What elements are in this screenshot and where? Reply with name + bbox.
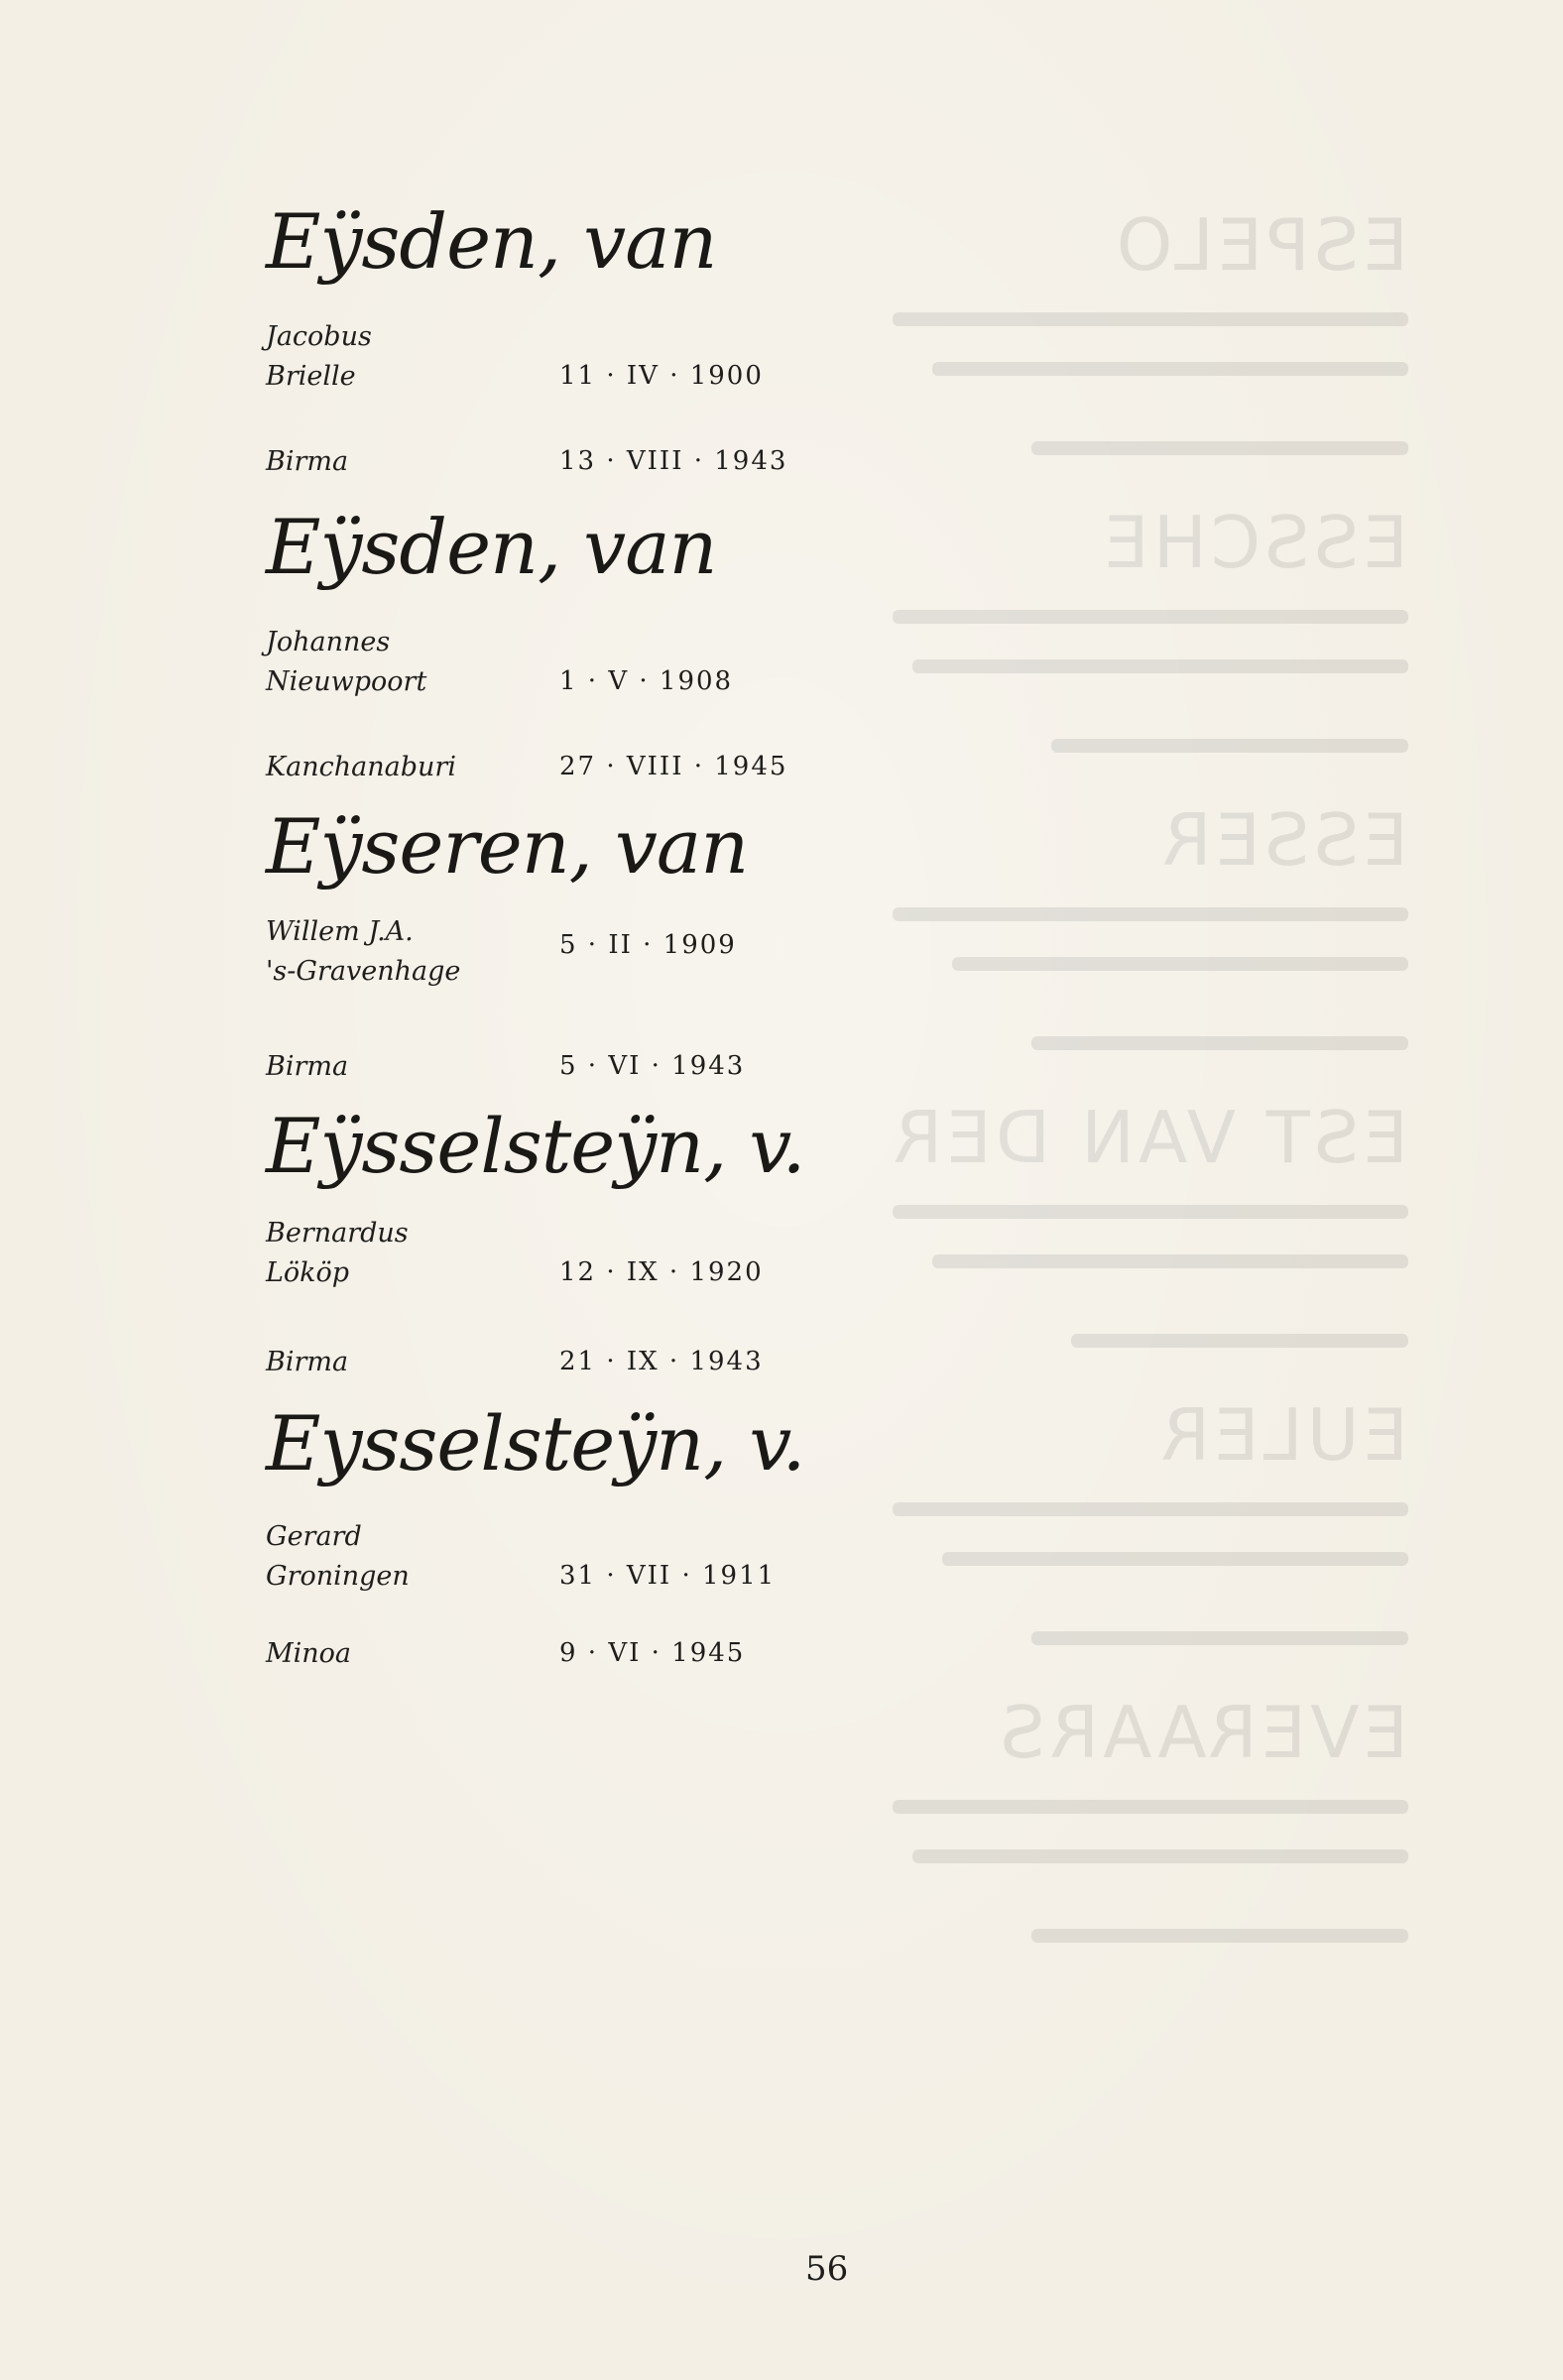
given-names: Jacobus	[266, 321, 372, 352]
death-place: Kanchanaburi	[266, 752, 456, 782]
given-names: Bernardus	[266, 1218, 409, 1249]
death-date: 21 · IX · 1943	[559, 1347, 764, 1376]
death-line	[266, 1051, 821, 1085]
entry-surname: Eÿsden, van	[266, 197, 717, 286]
given-names: Gerard	[266, 1521, 362, 1552]
given-names-line	[266, 1218, 821, 1251]
birth-place: Nieuwpoort	[266, 666, 427, 697]
birth-line	[266, 666, 821, 700]
entry-surname: Eÿsselsteÿn, v.	[266, 1102, 805, 1190]
bleed-through-text: ESPELO ESSCHE ESSER EST VAN DER EULER EVERAARS	[853, 203, 1408, 1988]
death-place: Birma	[266, 1051, 349, 1082]
given-names: Johannes	[266, 627, 391, 657]
death-line	[266, 752, 821, 785]
death-line	[266, 1638, 821, 1672]
death-place: Birma	[266, 1347, 349, 1377]
death-date: 5 · VI · 1943	[559, 1051, 746, 1081]
birth-place: Groningen	[266, 1561, 410, 1592]
birth-date: 31 · VII · 1911	[559, 1561, 777, 1591]
given-names-line	[266, 321, 821, 355]
birth-place: 's-Gravenhage	[266, 956, 461, 987]
birth-line	[266, 361, 821, 395]
birth-line	[266, 1561, 821, 1595]
given-names: Willem J.A.	[266, 916, 414, 947]
birth-date: 12 · IX · 1920	[559, 1257, 764, 1287]
death-date: 27 · VIII · 1945	[559, 752, 788, 781]
given-names-line	[266, 627, 821, 660]
entry-surname: Eysselsteÿn, v.	[266, 1399, 805, 1488]
death-place: Minoa	[266, 1638, 352, 1669]
death-line	[266, 446, 821, 480]
entry-surname: Eÿseren, van	[266, 802, 749, 891]
birth-line	[266, 1257, 821, 1291]
given-names-line	[266, 916, 821, 950]
given-names-line	[266, 1521, 821, 1555]
birth-date: 5 · II · 1909	[559, 930, 737, 960]
death-date: 9 · VI · 1945	[559, 1638, 746, 1668]
death-place: Birma	[266, 446, 349, 477]
birth-date: 11 · IV · 1900	[559, 361, 764, 391]
birth-place: Lököp	[266, 1257, 350, 1288]
birth-date: 1 · V · 1908	[559, 666, 734, 696]
entry-surname: Eÿsden, van	[266, 503, 717, 591]
birth-place: Brielle	[266, 361, 356, 392]
death-line	[266, 1347, 821, 1380]
page-number: 56	[805, 2249, 849, 2289]
death-date: 13 · VIII · 1943	[559, 446, 788, 476]
